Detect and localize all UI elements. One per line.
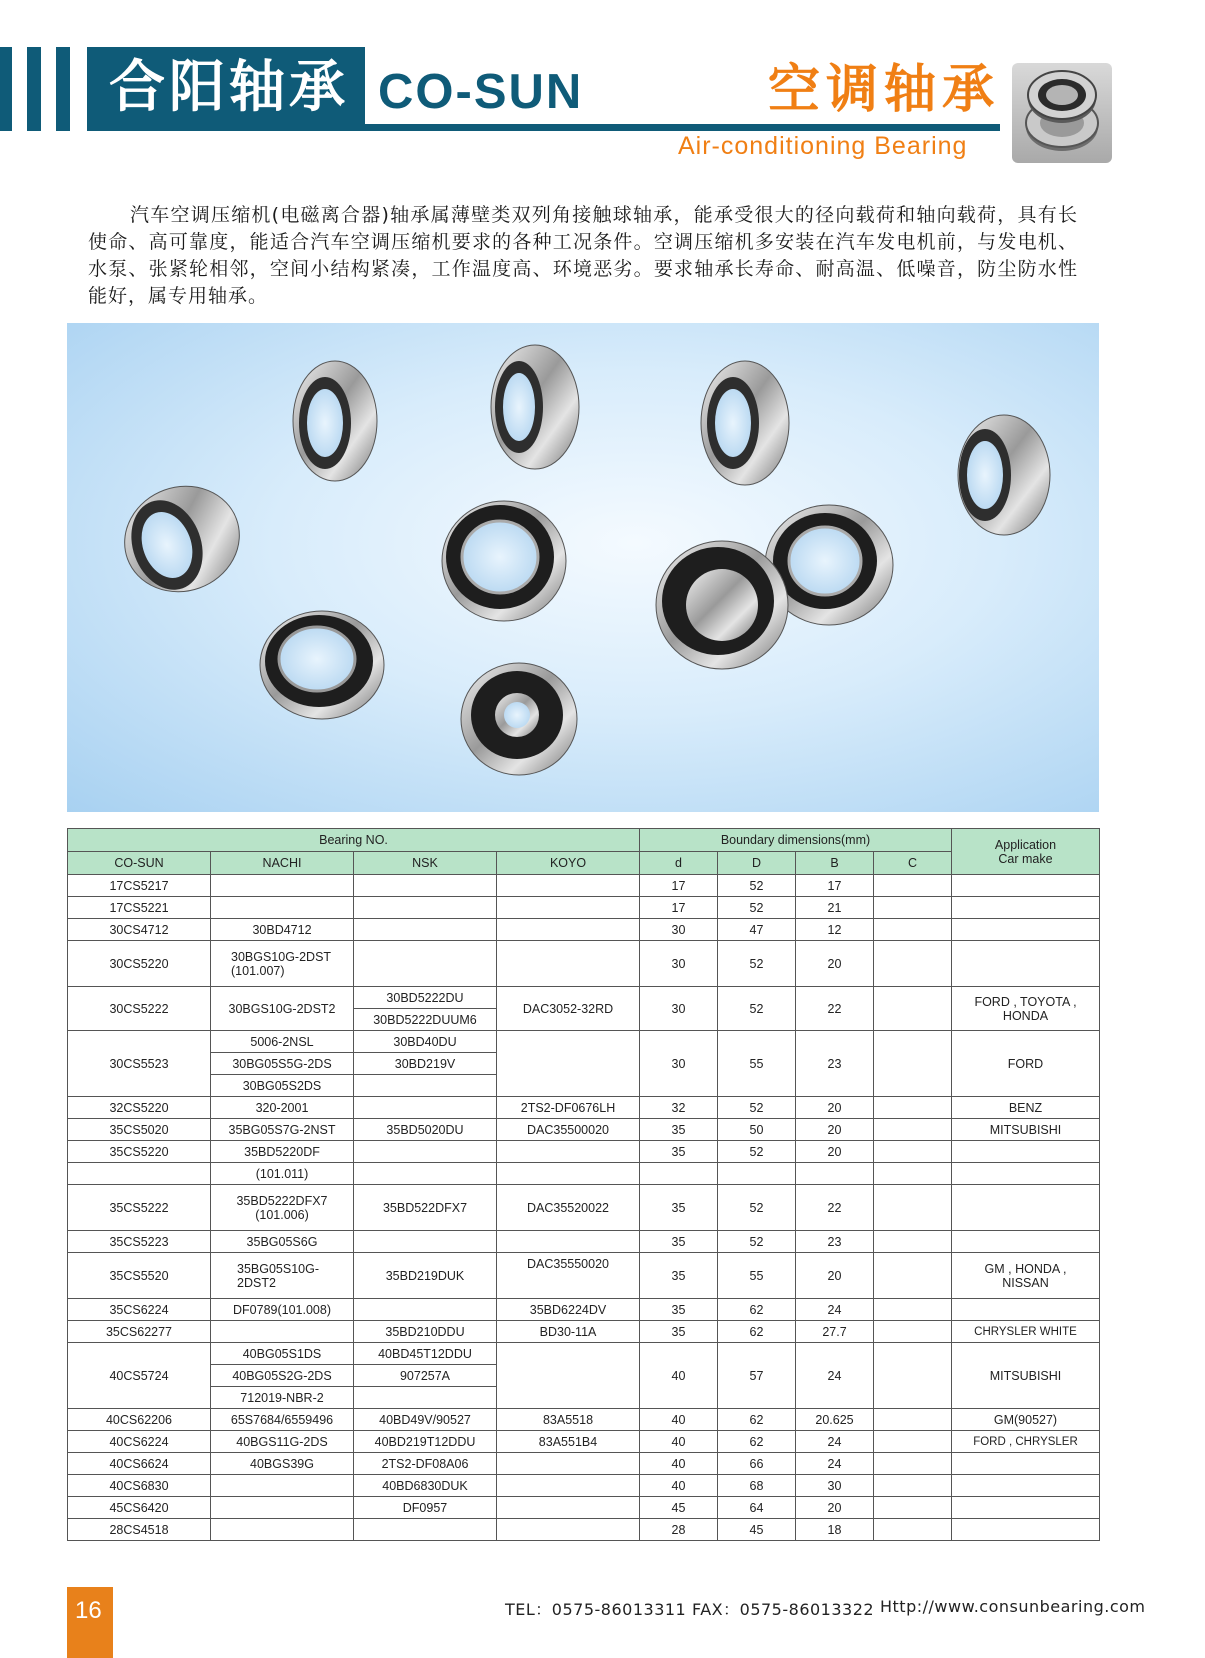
cell-app <box>952 875 1100 897</box>
section-title-cn: 空调轴承 <box>768 60 1001 120</box>
table-row <box>68 919 1100 941</box>
cell-B: 22 <box>796 987 874 1031</box>
cell-app: FORD , CHRYSLER <box>952 1431 1100 1453</box>
cell-koyo <box>497 1231 640 1253</box>
cell-app <box>952 1141 1100 1163</box>
cell-d: 40 <box>640 1409 718 1431</box>
cell-nachi <box>211 1497 354 1519</box>
cell-d <box>640 1163 718 1185</box>
cell-D: 52 <box>718 941 796 987</box>
cell-nachi: DF0789(101.008) <box>211 1299 354 1321</box>
header-d: d <box>640 852 718 875</box>
cell-app <box>952 1185 1100 1231</box>
cell-nsk <box>354 875 497 897</box>
cell-koyo <box>497 1453 640 1475</box>
cell-d: 35 <box>640 1119 718 1141</box>
cell-D: 62 <box>718 1409 796 1431</box>
cell-nsk <box>354 1097 497 1119</box>
cell-cosun: 40CS6624 <box>68 1453 211 1475</box>
cell-B: 20 <box>796 1497 874 1519</box>
cell-koyo: 35BD6224DV <box>497 1299 640 1321</box>
cell-nsk: 40BD49V/90527 <box>354 1409 497 1431</box>
cell-nachi-line1: 30BGS10G-2DST <box>231 949 332 964</box>
cell-nachi-line2: 2DST2 <box>237 1275 276 1290</box>
cell-cosun: 30CS5220 <box>68 941 211 987</box>
cell-nachi: 35BD5220DF <box>211 1141 354 1163</box>
cell-nsk <box>354 919 497 941</box>
table-row <box>68 1519 1100 1541</box>
cell-koyo <box>497 919 640 941</box>
group-header-dimensions: Boundary dimensions(mm) <box>640 829 952 852</box>
cell-app <box>952 1519 1100 1541</box>
table-row <box>68 1343 1100 1365</box>
cell-app <box>952 987 1100 1031</box>
cell-C <box>874 1163 952 1185</box>
cell-d: 17 <box>640 875 718 897</box>
cell-nsk: 40BD6830DUK <box>354 1475 497 1497</box>
cell-D: 45 <box>718 1519 796 1541</box>
bearings-photo <box>67 323 1099 812</box>
cell-app: CHRYSLER WHITE <box>952 1321 1100 1343</box>
cell-app <box>952 1497 1100 1519</box>
header-stripe-3 <box>56 47 70 131</box>
cell-nsk: DF0957 <box>354 1497 497 1519</box>
cell-C <box>874 1431 952 1453</box>
group-header-bearing-no: Bearing NO. <box>68 829 640 852</box>
cell-cosun: 35CS5020 <box>68 1119 211 1141</box>
cell-B: 24 <box>796 1453 874 1475</box>
cell-nachi: 40BGS39G <box>211 1453 354 1475</box>
cell-C <box>874 875 952 897</box>
cell-cosun: 17CS5221 <box>68 897 211 919</box>
cell-cosun: 28CS4518 <box>68 1519 211 1541</box>
cell-nachi <box>211 1185 354 1231</box>
table-row <box>68 941 1100 987</box>
cell-nachi: 40BG05S2G-2DS <box>211 1365 354 1387</box>
brand-name-cn: 合阳轴承 <box>109 55 349 120</box>
cell-d: 45 <box>640 1497 718 1519</box>
cell-nachi: 30BG05S5G-2DS <box>211 1053 354 1075</box>
brand-box <box>87 47 365 131</box>
cell-B: 20 <box>796 1141 874 1163</box>
header-nachi: NACHI <box>211 852 354 875</box>
cell-C <box>874 1453 952 1475</box>
cell-d: 40 <box>640 1475 718 1497</box>
cell-C <box>874 1031 952 1097</box>
bearing-image <box>110 470 255 607</box>
cell-koyo <box>497 1141 640 1163</box>
cell-nachi-line2: (101.007) <box>231 963 285 978</box>
cell-nachi: 5006-2NSL <box>211 1031 354 1053</box>
cell-cosun <box>68 1163 211 1185</box>
cell-nsk: 30BD40DU <box>354 1031 497 1053</box>
cell-nachi <box>211 1475 354 1497</box>
cell-nachi <box>211 1321 354 1343</box>
cell-cosun: 30CS4712 <box>68 919 211 941</box>
cell-nachi: 30BG05S2DS <box>211 1075 354 1097</box>
cell-koyo: 2TS2-DF0676LH <box>497 1097 640 1119</box>
cell-nsk <box>354 941 497 987</box>
cell-nachi-line1: 35BG05S10G- <box>237 1261 319 1276</box>
cell-nachi: 712019-NBR-2 <box>211 1387 354 1409</box>
cell-D: 52 <box>718 1097 796 1119</box>
cell-nsk: 40BD219T12DDU <box>354 1431 497 1453</box>
cell-app <box>952 1163 1100 1185</box>
cell-nsk: 35BD210DDU <box>354 1321 497 1343</box>
header-cosun: CO-SUN <box>68 852 211 875</box>
cell-C <box>874 1497 952 1519</box>
cell-d: 30 <box>640 987 718 1031</box>
cell-d: 35 <box>640 1231 718 1253</box>
cell-app <box>952 1475 1100 1497</box>
table-row <box>68 1119 1100 1141</box>
cell-nsk: 40BD45T12DDU <box>354 1343 497 1365</box>
bearing-thumbnail <box>1012 63 1112 163</box>
cell-B: 24 <box>796 1431 874 1453</box>
cell-cosun: 35CS5520 <box>68 1253 211 1299</box>
cell-koyo <box>497 1497 640 1519</box>
cell-koyo: DAC35500020 <box>497 1119 640 1141</box>
cell-B: 23 <box>796 1231 874 1253</box>
bearing-image <box>958 415 1050 535</box>
cell-nsk: 30BD5222DU <box>354 987 497 1009</box>
table-row <box>68 1141 1100 1163</box>
cell-koyo <box>497 1343 640 1409</box>
cell-app: GM(90527) <box>952 1409 1100 1431</box>
cell-nachi: 40BG05S1DS <box>211 1343 354 1365</box>
cell-B: 20.625 <box>796 1409 874 1431</box>
cell-d: 30 <box>640 1031 718 1097</box>
cell-app-line1: FORD , TOYOTA , <box>974 994 1077 1009</box>
table-row <box>68 1253 1100 1299</box>
section-title-en: Air-conditioning Bearing <box>678 132 968 160</box>
cell-koyo: BD30-11A <box>497 1321 640 1343</box>
cell-D: 52 <box>718 1141 796 1163</box>
cell-D: 55 <box>718 1253 796 1299</box>
cell-C <box>874 1119 952 1141</box>
table-row <box>68 875 1100 897</box>
cell-nachi <box>211 1519 354 1541</box>
cell-nsk: 35BD5020DU <box>354 1119 497 1141</box>
table-row <box>68 1475 1100 1497</box>
cell-cosun: 40CS5724 <box>68 1343 211 1409</box>
cell-D: 52 <box>718 987 796 1031</box>
cell-nachi <box>211 897 354 919</box>
cell-app: FORD <box>952 1031 1100 1097</box>
cell-B: 20 <box>796 941 874 987</box>
cell-B <box>796 1163 874 1185</box>
cell-D: 64 <box>718 1497 796 1519</box>
cell-B: 12 <box>796 919 874 941</box>
cell-app-line2: NISSAN <box>1002 1275 1049 1290</box>
cell-B: 24 <box>796 1343 874 1409</box>
page-number-tab <box>67 1587 113 1658</box>
cell-koyo <box>497 1475 640 1497</box>
cell-app <box>952 1299 1100 1321</box>
cell-d: 30 <box>640 941 718 987</box>
cell-app <box>952 941 1100 987</box>
cell-C <box>874 1299 952 1321</box>
header-nsk: NSK <box>354 852 497 875</box>
cell-C <box>874 1475 952 1497</box>
cell-C <box>874 1321 952 1343</box>
cell-D: 68 <box>718 1475 796 1497</box>
bearing-image <box>293 361 377 481</box>
cell-nsk <box>354 1163 497 1185</box>
header-stripe-1 <box>0 47 12 131</box>
cell-D: 50 <box>718 1119 796 1141</box>
cell-D: 52 <box>718 1231 796 1253</box>
table-row <box>68 1185 1100 1231</box>
cell-d: 32 <box>640 1097 718 1119</box>
table-row <box>68 1231 1100 1253</box>
cell-app: MITSUBISHI <box>952 1119 1100 1141</box>
cell-cosun: 35CS62277 <box>68 1321 211 1343</box>
cell-C <box>874 1253 952 1299</box>
cell-app: MITSUBISHI <box>952 1343 1100 1409</box>
table-row <box>68 1431 1100 1453</box>
cell-nsk <box>354 897 497 919</box>
bearing-spec-table <box>67 828 1100 1541</box>
cell-koyo: DAC35520022 <box>497 1185 640 1231</box>
cell-B: 20 <box>796 1119 874 1141</box>
cell-d: 35 <box>640 1299 718 1321</box>
cell-nsk: 30BD5222DUUM6 <box>354 1009 497 1031</box>
cell-D: 66 <box>718 1453 796 1475</box>
cell-B: 17 <box>796 875 874 897</box>
cell-C <box>874 1185 952 1231</box>
cell-d: 40 <box>640 1453 718 1475</box>
cell-koyo <box>497 1519 640 1541</box>
cell-d: 17 <box>640 897 718 919</box>
cell-nsk: 35BD522DFX7 <box>354 1185 497 1231</box>
cell-nsk: 907257A <box>354 1365 497 1387</box>
cell-cosun: 40CS6830 <box>68 1475 211 1497</box>
cell-koyo <box>497 875 640 897</box>
cell-nsk <box>354 1141 497 1163</box>
cell-cosun: 45CS6420 <box>68 1497 211 1519</box>
header-C: C <box>874 852 952 875</box>
cell-nachi <box>211 1253 354 1299</box>
header-application-line1: Application <box>994 837 1057 852</box>
cell-nsk: 30BD219V <box>354 1053 497 1075</box>
cell-d: 35 <box>640 1253 718 1299</box>
cell-B: 20 <box>796 1253 874 1299</box>
header-B: B <box>796 852 874 875</box>
cell-B: 21 <box>796 897 874 919</box>
page-number: 16 <box>75 1597 102 1624</box>
cell-app-line1: GM , HONDA , <box>984 1261 1067 1276</box>
cell-cosun: 17CS5217 <box>68 875 211 897</box>
bearing-image <box>701 361 789 485</box>
cell-nachi: 65S7684/6559496 <box>211 1409 354 1431</box>
table-row <box>68 987 1100 1009</box>
table-row <box>68 1097 1100 1119</box>
table-row <box>68 1453 1100 1475</box>
cell-B: 27.7 <box>796 1321 874 1343</box>
cell-app: BENZ <box>952 1097 1100 1119</box>
bearing-image <box>260 611 384 719</box>
cell-D: 52 <box>718 897 796 919</box>
footer-fax: FAX：0575-86013322 <box>692 1600 875 1619</box>
cell-B: 18 <box>796 1519 874 1541</box>
cell-cosun: 35CS5222 <box>68 1185 211 1231</box>
cell-cosun: 35CS5223 <box>68 1231 211 1253</box>
cell-C <box>874 1141 952 1163</box>
cell-cosun: 40CS62206 <box>68 1409 211 1431</box>
cell-d: 40 <box>640 1343 718 1409</box>
bearing-image <box>656 541 788 669</box>
cell-koyo <box>497 897 640 919</box>
intro-paragraph: 汽车空调压缩机(电磁离合器)轴承属薄壁类双列角接触球轴承，能承受很大的径向载荷和轴向载荷，具有长使命、高可靠度，能适合汽车空调压缩机要求的各种工况条件。空调压缩机多安装在汽车发电机前，与发电机、水泵、张紧轮相邻，空间小结构紧凑，工作温度高、环境恶劣。要求轴承长寿命、耐高温、低噪音，防尘防水性能好，属专用轴承。 <box>88 204 1078 307</box>
cell-D: 62 <box>718 1321 796 1343</box>
cell-cosun: 35CS6224 <box>68 1299 211 1321</box>
cell-nsk <box>354 1519 497 1541</box>
cell-koyo <box>497 1031 640 1097</box>
bearing-image <box>461 663 577 775</box>
cell-D: 52 <box>718 1185 796 1231</box>
cell-B: 30 <box>796 1475 874 1497</box>
cell-app <box>952 1231 1100 1253</box>
cell-nachi-line2: (101.006) <box>255 1207 309 1222</box>
cell-nsk <box>354 1387 497 1409</box>
cell-B: 20 <box>796 1097 874 1119</box>
cell-nsk <box>354 1231 497 1253</box>
cell-D: 62 <box>718 1431 796 1453</box>
cell-d: 40 <box>640 1431 718 1453</box>
cell-d: 35 <box>640 1141 718 1163</box>
cell-C <box>874 919 952 941</box>
cell-D <box>718 1163 796 1185</box>
cell-nsk: 2TS2-DF08A06 <box>354 1453 497 1475</box>
cell-app <box>952 1453 1100 1475</box>
cell-app <box>952 1253 1100 1299</box>
table-row <box>68 1163 1100 1185</box>
brand-name-en: CO-SUN <box>378 65 584 119</box>
cell-C <box>874 1231 952 1253</box>
cell-B: 24 <box>796 1299 874 1321</box>
header-application-line2: Car make <box>998 851 1053 866</box>
cell-koyo: DAC3052-32RD <box>497 987 640 1031</box>
table-row <box>68 1497 1100 1519</box>
cell-cosun: 35CS5220 <box>68 1141 211 1163</box>
cell-koyo: DAC35550020 <box>497 1253 640 1299</box>
cell-nachi: 35BG05S7G-2NST <box>211 1119 354 1141</box>
cell-cosun: 30CS5222 <box>68 987 211 1031</box>
cell-D: 55 <box>718 1031 796 1097</box>
cell-C <box>874 1343 952 1409</box>
header-application <box>952 829 1100 875</box>
cell-cosun: 30CS5523 <box>68 1031 211 1097</box>
footer-website[interactable]: Http://www.consunbearing.com <box>880 1597 1146 1616</box>
table-row <box>68 897 1100 919</box>
table-row <box>68 1409 1100 1431</box>
cell-app <box>952 919 1100 941</box>
cell-nachi <box>211 875 354 897</box>
cell-D: 52 <box>718 875 796 897</box>
cell-C <box>874 1097 952 1119</box>
cell-C <box>874 987 952 1031</box>
cell-nachi: (101.011) <box>211 1163 354 1185</box>
cell-nachi: 30BGS10G-2DST2 <box>211 987 354 1031</box>
cell-koyo <box>497 941 640 987</box>
cell-C <box>874 941 952 987</box>
cell-nachi: 320-2001 <box>211 1097 354 1119</box>
header-D: D <box>718 852 796 875</box>
cell-nsk: 35BD219DUK <box>354 1253 497 1299</box>
footer-tel: TEL：0575-86013311 <box>505 1600 687 1619</box>
cell-cosun: 32CS5220 <box>68 1097 211 1119</box>
cell-d: 28 <box>640 1519 718 1541</box>
cell-d: 35 <box>640 1185 718 1231</box>
table-row <box>68 1321 1100 1343</box>
cell-B: 22 <box>796 1185 874 1231</box>
cell-d: 30 <box>640 919 718 941</box>
cell-d: 35 <box>640 1321 718 1343</box>
header-stripe-2 <box>27 47 41 131</box>
cell-koyo: 83A5518 <box>497 1409 640 1431</box>
cell-koyo: 83A551B4 <box>497 1431 640 1453</box>
cell-nachi: 40BGS11G-2DS <box>211 1431 354 1453</box>
cell-D: 62 <box>718 1299 796 1321</box>
cell-app-line2: HONDA <box>1002 1008 1049 1023</box>
cell-app <box>952 897 1100 919</box>
cell-C <box>874 1519 952 1541</box>
bearing-image <box>491 345 579 469</box>
cell-D: 57 <box>718 1343 796 1409</box>
cell-cosun: 40CS6224 <box>68 1431 211 1453</box>
cell-C <box>874 1409 952 1431</box>
table-row <box>68 1299 1100 1321</box>
cell-nachi: 35BG05S6G <box>211 1231 354 1253</box>
table-row <box>68 1031 1100 1053</box>
header-koyo: KOYO <box>497 852 640 875</box>
cell-nachi: 30BD4712 <box>211 919 354 941</box>
cell-D: 47 <box>718 919 796 941</box>
cell-koyo <box>497 1163 640 1185</box>
cell-nsk <box>354 1299 497 1321</box>
cell-nsk <box>354 1075 497 1097</box>
cell-B: 23 <box>796 1031 874 1097</box>
cell-nachi-line1: 35BD5222DFX7 <box>236 1193 328 1208</box>
bearing-image <box>442 501 566 621</box>
cell-C <box>874 897 952 919</box>
cell-nachi <box>211 941 354 987</box>
